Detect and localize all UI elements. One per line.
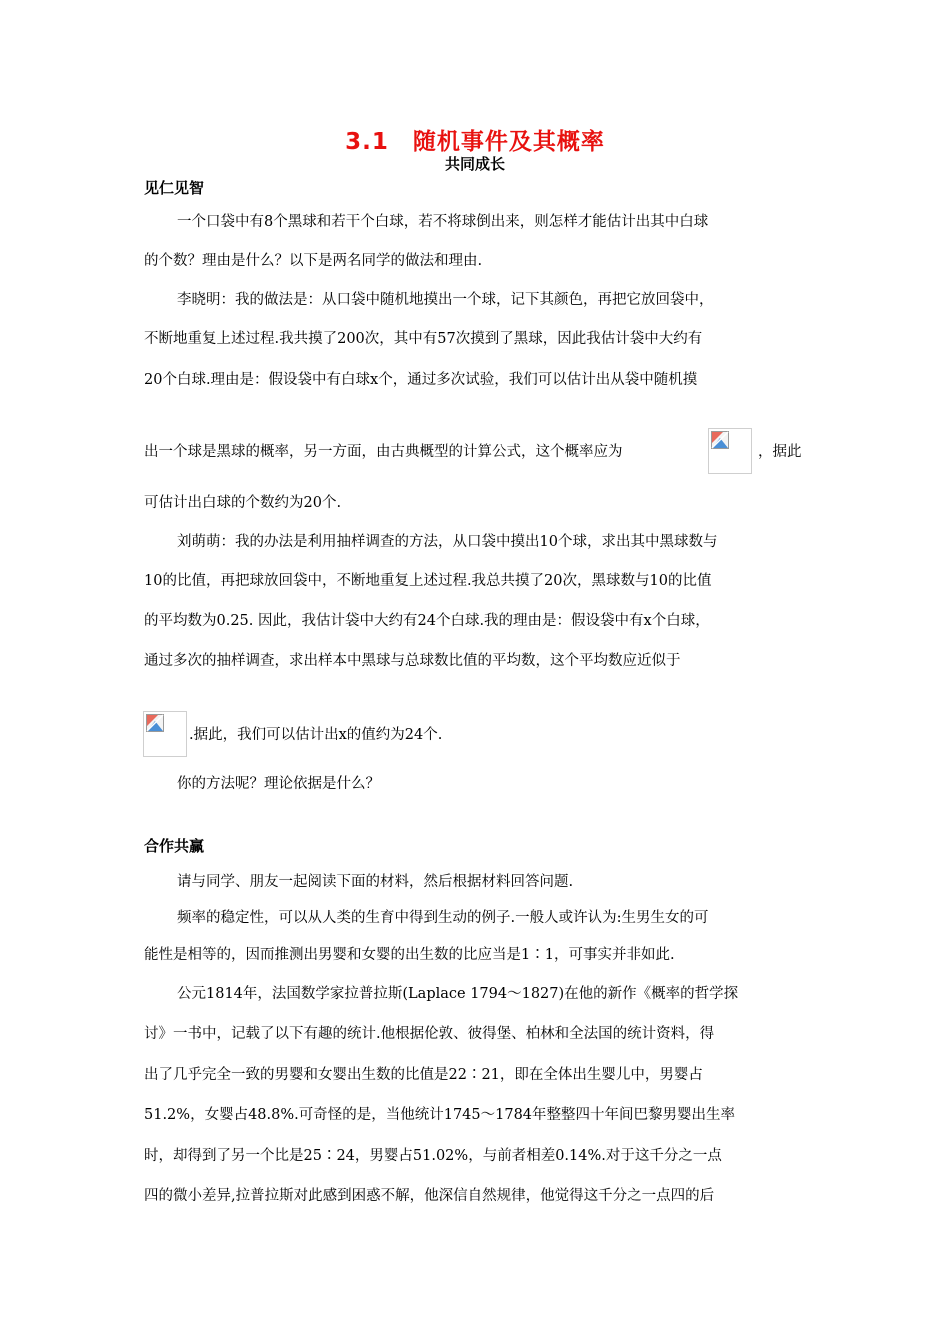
section-heading-1: 见仁见智 [144,179,205,197]
formula-image [708,428,752,474]
paragraph-line: 你的方法呢？理论依据是什么？ [177,776,380,792]
paragraph-line: 刘萌萌：我的办法是利用抽样调查的方法，从口袋中摸出10个球，求出其中黑球数与 [177,534,718,550]
broken-image-icon [143,711,187,757]
paragraph-line: 可估计出白球的个数约为20个. [144,495,342,511]
paragraph-line: ，据此 [758,444,802,460]
paragraph-line: 四的微小差异,拉普拉斯对此感到困惑不解，他深信自然规律，他觉得这千分之一点四的后 [144,1188,715,1204]
paragraph-line: 公元1814年，法国数学家拉普拉斯(Laplace 1794～1827)在他的新作《概率的哲学探 [177,986,739,1002]
paragraph-line: 请与同学、朋友一起阅读下面的材料，然后根据材料回答问题. [177,874,574,890]
paragraph-line: 时，却得到了另一个比是25∶24，男婴占51.02%，与前者相差0.14%.对于这千分之一点 [144,1148,722,1164]
paragraph-line: 李晓明：我的做法是：从口袋中随机地摸出一个球，记下其颜色，再把它放回袋中， [177,292,714,308]
paragraph-line: 出了几乎完全一致的男婴和女婴出生数的比值是22∶21，即在全体出生婴儿中，男婴占 [144,1067,703,1083]
paragraph-line: 频率的稳定性，可以从人类的生育中得到生动的例子.一般人或许认为:生男生女的可 [177,910,709,926]
paragraph-line: 一个口袋中有8个黑球和若干个白球，若不将球倒出来，则怎样才能估计出其中白球 [177,214,709,230]
paragraph-line: 出一个球是黑球的概率，另一方面，由古典概型的计算公式，这个概率应为 [144,444,623,460]
paragraph-line: 的个数？理由是什么？以下是两名同学的做法和理由. [144,253,483,269]
paragraph-line: 不断地重复上述过程.我共摸了200次，其中有57次摸到了黑球，因此我估计袋中大约有 [144,331,703,347]
formula-image [143,711,187,757]
paragraph-line: .据此，我们可以估计出x的值约为24个. [189,727,443,743]
paragraph-line: 20个白球.理由是：假设袋中有白球x个，通过多次试验，我们可以估计出从袋中随机摸 [144,372,698,388]
page-title: 3.1 随机事件及其概率 [345,129,605,155]
paragraph-line: 10的比值，再把球放回袋中，不断地重复上述过程.我总共摸了20次，黑球数与10的比值 [144,573,712,589]
page-subtitle: 共同成长 [444,155,505,173]
paragraph-line: 能性是相等的，因而推测出男婴和女婴的出生数的比应当是1∶1，可事实并非如此. [144,947,675,963]
broken-image-icon [708,428,752,474]
paragraph-line: 通过多次的抽样调查，求出样本中黑球与总球数比值的平均数，这个平均数应近似于 [144,653,681,669]
paragraph-line: 的平均数为0.25. 因此，我估计袋中大约有24个白球.我的理由是：假设袋中有x个白球， [144,613,710,629]
paragraph-line: 讨》一书中，记载了以下有趣的统计.他根据伦敦、彼得堡、柏林和全法国的统计资料，得 [144,1026,715,1042]
section-heading-2: 合作共赢 [144,837,205,855]
paragraph-line: 51.2%，女婴占48.8%.可奇怪的是，当他统计1745～1784年整整四十年间巴黎男婴出生率 [144,1107,736,1123]
